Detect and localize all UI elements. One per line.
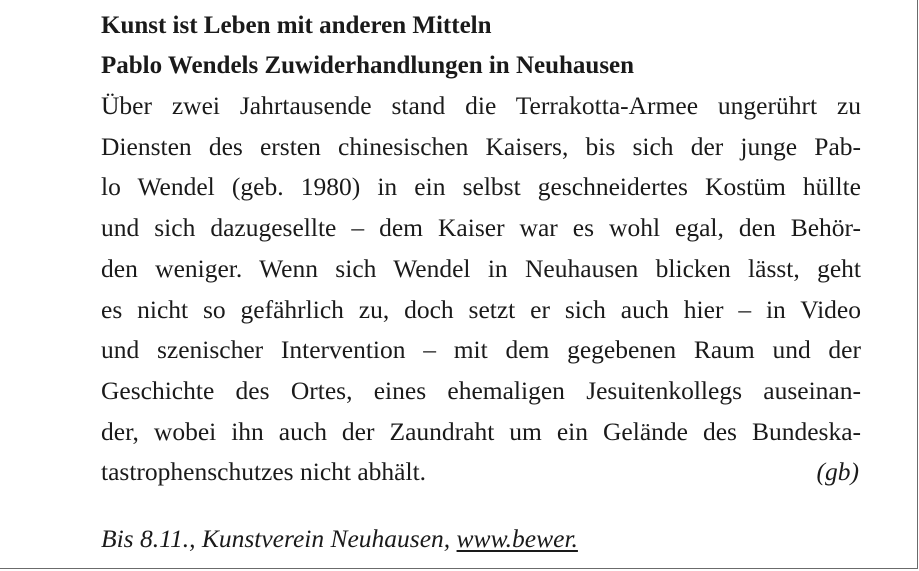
body-line: Über zwei Jahrtausende stand die Terrakotta-Armee ungerührt zu — [101, 91, 861, 120]
article — [101, 6, 861, 493]
event-details: Bis 8.11., Kunstverein Neuhausen, — [101, 524, 457, 553]
article-body — [101, 86, 861, 493]
body-line: den weniger. Wenn sich Wendel in Neuhausen blicken lässt, geht — [101, 253, 861, 283]
body-line: Diensten des ersten chinesischen Kaisers, bis sich der junge Pab- — [101, 131, 861, 161]
body-line-text: tastrophenschutzes nicht abhält. — [101, 457, 427, 487]
body-line: der, wobei ihn auch der Zaundraht um ein Gelände des Bundeska- — [101, 416, 861, 446]
author-initials: (gb) — [816, 457, 859, 487]
article-headline: Kunst ist Leben mit anderen Mitteln — [101, 12, 492, 39]
article-subheadline: Pablo Wendels Zuwiderhandlungen in Neuhausen — [101, 52, 635, 79]
body-line-last — [101, 452, 861, 493]
body-line: und sich dazugesellte – dem Kaiser war es wohl egal, den Behör- — [101, 213, 861, 243]
event-info — [101, 524, 578, 554]
body-line: und szenischer Intervention – mit dem gegebenen Raum und der — [101, 335, 861, 365]
body-line: es nicht so gefährlich zu, doch setzt er sich auch hier – in Video — [101, 294, 861, 324]
website-link[interactable]: www.bewer. — [456, 524, 578, 553]
body-line: Geschichte des Ortes, eines ehemaligen Jesuitenkollegs auseinan- — [101, 375, 861, 405]
body-line: lo Wendel (geb. 1980) in ein selbst geschneidertes Kostüm hüllte — [101, 172, 861, 202]
